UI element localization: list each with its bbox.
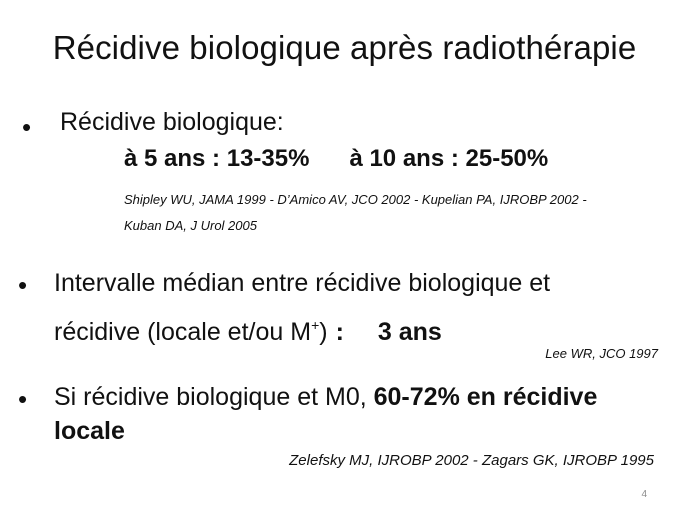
- bullet-icon: •: [18, 270, 28, 300]
- item3-reference: Zelefsky MJ, IJROBP 2002 - Zagars GK, IJROBP 1995: [289, 452, 654, 469]
- item2-line2: [54, 310, 442, 347]
- page-number: 4: [641, 489, 647, 500]
- item2-value: 3 ans: [377, 318, 442, 346]
- item1-reference-line2: Kuban DA, J Urol 2005: [124, 218, 257, 233]
- item2-reference: Lee WR, JCO 1997: [545, 346, 658, 361]
- item2-line1: Intervalle médian entre récidive biologique et: [54, 269, 551, 297]
- item1-reference-line1: Shipley WU, JAMA 1999 - D’Amico AV, JCO 2002 - Kupelian PA, IJROBP 2002 -: [124, 192, 587, 207]
- item2-colon: :: [335, 318, 344, 346]
- bullet-icon: •: [22, 112, 32, 142]
- item1-label: Récidive biologique:: [60, 108, 284, 136]
- item2-line2-text: récidive (locale et/ou M: [54, 318, 312, 346]
- item3-line2: locale: [54, 417, 125, 445]
- item3-text: Si récidive biologique et M0,: [54, 383, 374, 411]
- stat-5-years: à 5 ans : 13-35%: [124, 145, 310, 172]
- item2-line2-close: ): [319, 318, 328, 346]
- bullet-icon: •: [18, 384, 28, 414]
- slide-title: Récidive biologique après radiothérapie: [52, 29, 637, 66]
- item3-highlight: 60-72% en récidive: [373, 383, 598, 411]
- item1-stats: [124, 145, 548, 173]
- stat-10-years: à 10 ans : 25-50%: [349, 145, 549, 172]
- item3-line1: [54, 382, 597, 412]
- item2-superscript: +: [311, 317, 320, 333]
